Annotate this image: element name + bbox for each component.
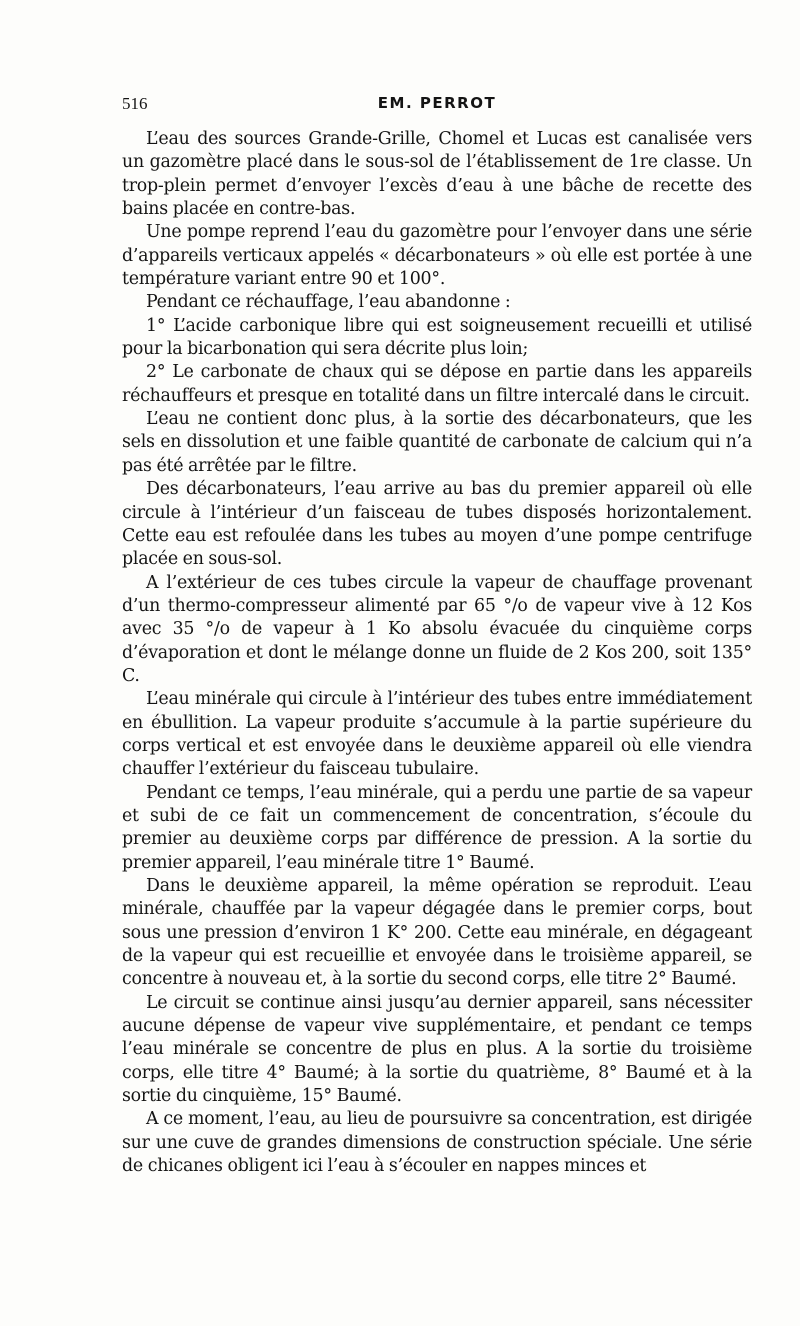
- paragraph: Des décarbonateurs, l’eau arrive au bas du premier appareil où elle circule à l’intérieur d’un faisceau de tubes disposés horizontalement. Cette eau est refoulée dans les tubes au moyen d’une pompe centrifuge placée en sous-sol.: [122, 479, 752, 570]
- paragraph: L’eau ne contient donc plus, à la sortie des décarbonateurs, que les sels en dissolution et une faible quantité de carbonate de calcium qui n’a pas été arrêtée par le filtre.: [122, 409, 752, 476]
- paragraph: Une pompe reprend l’eau du gazomètre pour l’envoyer dans une série d’appareils verticaux appelés « décarbonateurs » où elle est portée à une température variant entre 90 et 100°.: [122, 222, 752, 290]
- paragraph: L’eau minérale qui circule à l’intérieur des tubes entre immédiatement en ébullition. La vapeur produite s’accumule à la partie supérieure du corps vertical et est envoyée dans le deuxième appareil où elle viendra chauffer l’extérieur du faisceau tubulaire.: [122, 689, 752, 780]
- paragraph: 1° L’acide carbonique libre qui est soigneusement recueilli et utilisé pour la bicarbonation qui sera décrite plus loin;: [122, 315, 752, 360]
- paragraph: A l’extérieur de ces tubes circule la vapeur de chauffage provenant d’un thermo-compresseur alimenté par 65 °/o de vapeur vive à 12 Kos avec 35 °/o de vapeur à 1 Ko absolu évacuée du cinquième corps d’évaporation et dont le mélange donne un fluide de 2 Kos 200, soit 135° C.: [122, 572, 752, 686]
- paragraph: Pendant ce réchauffage, l’eau abandonne :: [146, 292, 511, 313]
- paragraph: Pendant ce temps, l’eau minérale, qui a perdu une partie de sa vapeur et subi de ce fait un commencement de concentration, s’écoule du premier au deuxième corps par différence de pression. A la sortie du premier appareil, l’eau minérale titre 1° Baumé.: [122, 782, 752, 873]
- running-head: EM. PERROT: [377, 94, 497, 112]
- page-header: [122, 94, 752, 120]
- paragraph: L’eau des sources Grande-Grille, Chomel et Lucas est canalisée vers un gazomètre placé dans le sous-sol de l’établissement de 1re classe. Un trop-plein permet d’envoyer l’excès d’eau à une bâche de recette des bains placée en contre-bas.: [122, 129, 752, 220]
- paragraph: 2° Le carbonate de chaux qui se dépose en partie dans les appareils réchauffeurs et presque en totalité dans un filtre intercalé dans le circuit.: [122, 362, 752, 406]
- paragraph: A ce moment, l’eau, au lieu de poursuivre sa concentration, est dirigée sur une cuve de grandes dimensions de construction spéciale. Une série de chicanes obligent ici l’eau à s’écouler en nappes minces et: [122, 1109, 752, 1177]
- paragraph: Dans le deuxième appareil, la même opération se reproduit. L’eau minérale, chauffée par la vapeur dégagée dans le premier corps, bout sous une pression d’environ 1 K° 200. Cette eau minérale, en dégageant de la vapeur qui est recueillie et envoyée dans le troisième appareil, se concentre à nouveau et, à la sortie du second corps, elle titre 2° Baumé.: [122, 876, 752, 990]
- paragraph: Le circuit se continue ainsi jusqu’au dernier appareil, sans nécessiter aucune dépense de vapeur vive supplémentaire, et pendant ce temps l’eau minérale se concentre de plus en plus. A la sortie du troisième corps, elle titre 4° Baumé; à la sortie du quatrième, 8° Baumé et à la sortie du cinquième, 15° Baumé.: [122, 992, 752, 1107]
- page-number: 516: [122, 94, 148, 113]
- body-text: [122, 128, 752, 1178]
